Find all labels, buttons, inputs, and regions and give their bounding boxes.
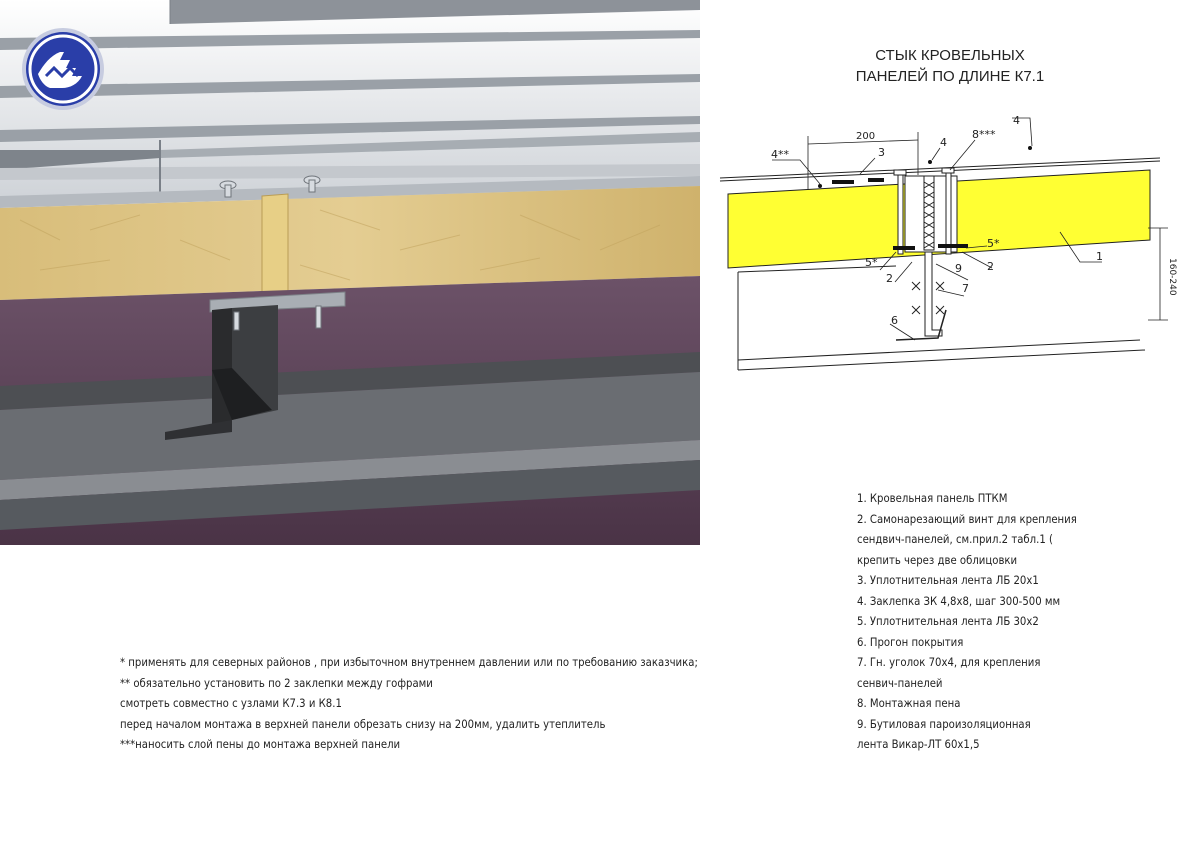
dimension-160-240 (1148, 228, 1168, 320)
note-line: ** обязательно установить по 2 заклепки между гофрами (120, 675, 433, 690)
legend-line: 3. Уплотнительная лента ЛБ 20х1 (857, 573, 1039, 587)
legend-line: 1. Кровельная панель ПТКМ (857, 491, 1008, 505)
legend-line: сендвич-панелей, см.прил.2 табл.1 ( (857, 532, 1053, 546)
title-line-2: ПАНЕЛЕЙ ПО ДЛИНЕ К7.1 (855, 68, 1045, 85)
callout-2-right: 2 (987, 260, 994, 273)
legend-line: крепить через две облицовки (857, 552, 1018, 567)
drawing-title (820, 45, 1080, 87)
note-line: перед началом монтажа в верхней панели обрезать снизу на 200мм, удалить утеплитель (120, 716, 606, 731)
callout-8-triple-star: 8*** (972, 128, 996, 141)
dim-160-240-label: 160-240 (1167, 258, 1177, 296)
angle-section (925, 252, 942, 336)
section-drawing (715, 108, 1185, 383)
dim-200-label: 200 (856, 131, 876, 142)
callout-7: 7 (962, 282, 969, 295)
legend-line: 7. Гн. уголок 70х4, для крепления (857, 655, 1041, 669)
foam-joint (262, 194, 288, 300)
legend-line: сенвич-панелей (857, 675, 943, 690)
legend-line: 6. Прогон покрытия (857, 634, 964, 649)
callout-1: 1 (1096, 250, 1103, 263)
purlin-section (896, 310, 946, 340)
note-line: ***наносить слой пены до монтажа верхней панели (120, 737, 401, 751)
callout-5-star-right: 5* (987, 237, 1000, 250)
foam-joint-hatch (924, 176, 934, 250)
legend-line: 9. Бутиловая пароизоляционная (857, 716, 1031, 731)
callout-5-star-left: 5* (865, 256, 878, 269)
callout-2-left: 2 (886, 272, 893, 285)
note-line: * применять для северных районов , при избыточном внутреннем давлении или по требованию заказчика; (120, 655, 698, 669)
callout-9: 9 (955, 262, 962, 275)
legend-line: 2. Самонарезающий винт для крепления (857, 511, 1077, 526)
legend-line: лента Викар-ЛТ 60х1,5 (857, 737, 980, 751)
legend-line: 5. Уплотнительная лента ЛБ 30х2 (857, 614, 1039, 628)
component-legend (857, 488, 1077, 755)
note-line: смотреть совместно с узлами К7.3 и К8.1 (120, 696, 342, 710)
callout-4-right: 4 (1013, 114, 1020, 127)
callout-3: 3 (878, 146, 885, 159)
legend-line: 8. Монтажная пена (857, 696, 961, 710)
callout-4-double-star: 4** (771, 148, 789, 161)
footnotes (120, 652, 698, 755)
callout-6: 6 (891, 314, 898, 327)
company-logo (20, 26, 106, 112)
legend-line: 4. Заклепка ЗК 4,8х8, шаг 300-500 мм (857, 593, 1061, 608)
callout-4-top: 4 (940, 136, 947, 149)
title-line-1: СТЫК КРОВЕЛЬНЫХ (875, 47, 1025, 64)
